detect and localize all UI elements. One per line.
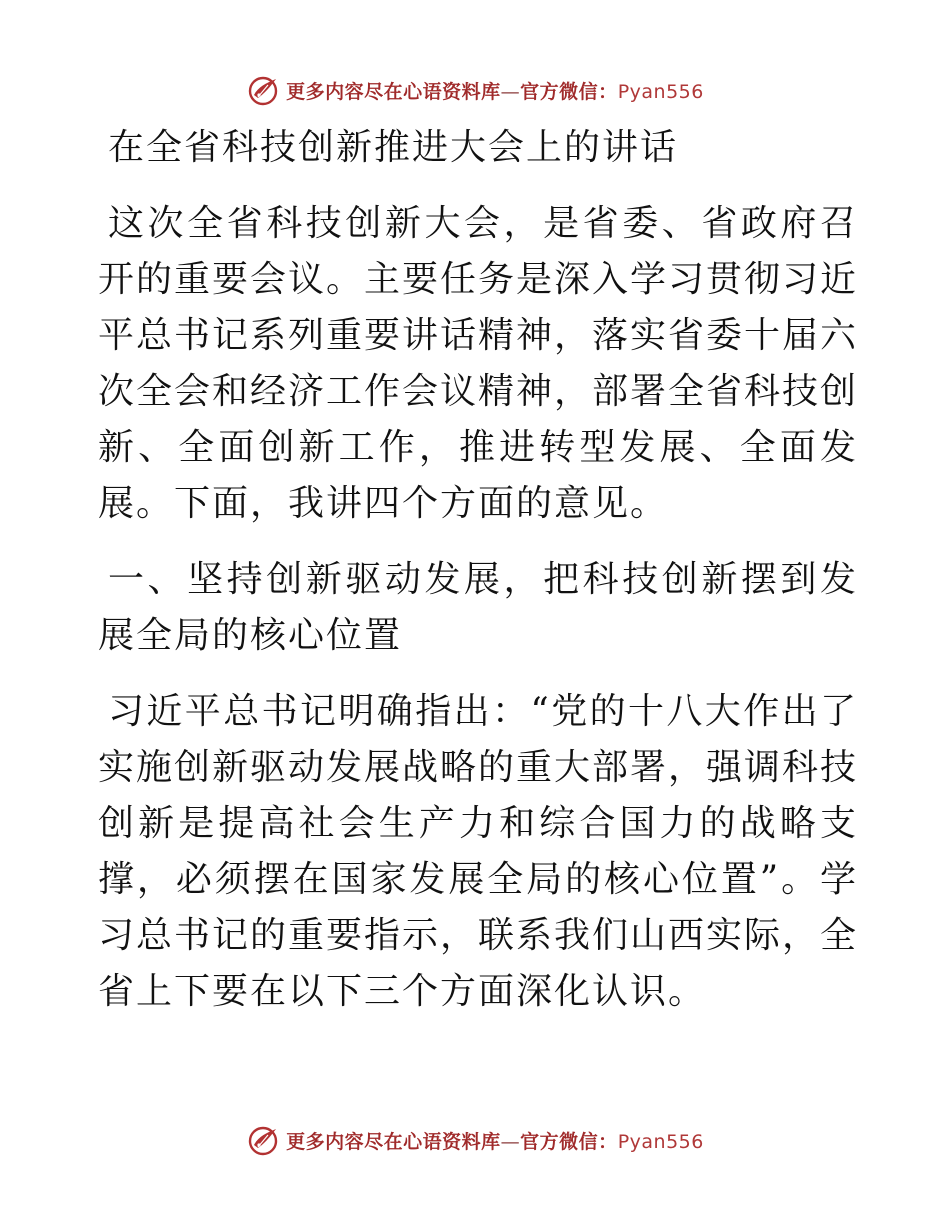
- watermark-text: 更多内容尽在心语资料库—官方微信：Pyan556: [286, 80, 704, 103]
- document-title: 在全省科技创新推进大会上的讲话: [108, 127, 679, 168]
- pen-nib-circle-icon: [246, 73, 280, 107]
- watermark-text: 更多内容尽在心语资料库—官方微信：Pyan556: [286, 1130, 704, 1153]
- watermark-footer: [0, 1120, 950, 1160]
- section-heading-1: 一、坚持创新驱动发展，把科技创新摆到发展全局的核心位置: [98, 559, 858, 656]
- document-body: [98, 120, 858, 1020]
- paragraph-intro: 这次全省科技创新大会，是省委、省政府召开的重要会议。主要任务是深入学习贯彻习近平总书记系列重要讲话精神，落实省委十届六次全会和经济工作会议精神，部署全省科技创新、全面创新工作，推进转型发展、全面发展。下面，我讲四个方面的意见。: [98, 203, 859, 524]
- paragraph-section-1: 习近平总书记明确指出：“党的十八大作出了实施创新驱动发展战略的重大部署，强调科技创新是提高社会生产力和综合国力的战略支撑，必须摆在国家发展全局的核心位置”。学习总书记的重要指示，联系我们山西实际，全省上下要在以下三个方面深化认识。: [98, 691, 859, 1012]
- watermark-header: [0, 70, 950, 110]
- pen-nib-circle-icon: [246, 1123, 280, 1157]
